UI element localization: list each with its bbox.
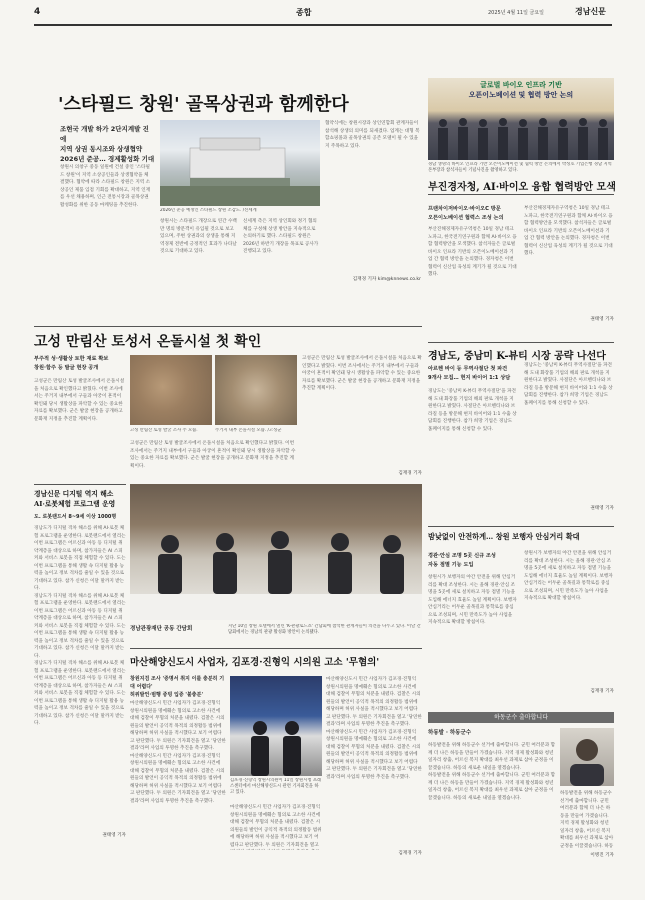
article6-body-col1: 창원시가 보행자의 야간 안전을 위해 안심거리를 확대 조성한다. 시는 올해 경관·안심 조명을 5곳에 새로 설치하고 자동 점멸 기능을 도입해 에너지 효율도 높일 계획이다. 보행자 안심거리는 어두운 골목길과 통학로를 중심으로 조성되며, 시민 만족도가 높아 사업을 지속적으로 확대할 방침이다. — [428, 575, 517, 625]
divider — [130, 648, 422, 649]
headline-bio-cooperation: 부진경자청, AI·바이오 융합 협력방안 모색 — [428, 182, 616, 193]
article2-byline: 김재경 기자 — [398, 471, 422, 476]
divider — [428, 526, 614, 527]
bio-photo-caption: 경남 생명의 바이오 인프라 기반 오픈이노베이션 및 협력 방안 논의에서 박성호 기업은행 경남 지역본부장과 참석자들이 기념사진을 촬영하고 있다. — [428, 162, 612, 173]
sidebar1-body: 부산진해경제자유구역청은 10일 경남 테크노파크, 한국전기연구원과 함께 AI·바이오 융합 협력방안을 모색했다. 참석자들은 글로벌 바이오 인프라 기반의 오픈이노베이션과 기업 간 협력 방안을 논의했다. 경자청은 이번 협력이 신산업 육성의 계기가 될 것으로 기대했다. — [428, 227, 517, 277]
article1-byline: 김재경 기자 kim@knnews.co.kr — [352, 277, 421, 282]
press-photo-caption: 김포경·진형익 창원시의원이 11일 창원시청 프레스센터에서 마산해양신도시 관련 기자회견을 하고 있다. — [230, 778, 322, 795]
divider — [34, 484, 126, 485]
column-box-title: 하동군수 출마합니다 — [428, 712, 614, 723]
article1-body-col4: 협약식에는 창원시장과 상인연합회 관계자들이 참석해 상생의 의미를 되새겼다. 업계는 대형 복합쇼핑몰과 골목상권의 공존 모델이 될 수 있을지 주목하고 있다. — [325, 121, 420, 149]
excavation-photo-1 — [130, 355, 212, 425]
article3-body-col2: 경남도는 '중남미 K-뷰티 무역사절단'을 파견해 도내 화장품 기업의 해외 판로 개척을 지원한다고 밝혔다. 사절단은 아르헨티나와 브라질 등을 방문해 현지 바이어와 1:1 수출 상담회를 진행한다. 참가 희망 기업은 경남도 홈페이지를 통해 신청할 수 있다. — [524, 363, 613, 406]
group-silhouettes — [428, 78, 614, 160]
excavation-caption-1: 고성 만림산 토성 발굴 조사 주 모습. — [130, 428, 198, 433]
columnist-portrait — [560, 728, 614, 786]
article2-body-col2: 고성군은 만림산 토성 발굴조사에서 온돌시설을 처음으로 확인했다고 밝혔다. 이번 조사에서는 주거지 내부에서 구들과 아궁이 흔적이 확인돼 당시 생활상을 파악할 수 있는 중요한 자료를 확보했다. 군은 발굴 현장을 공개하고 문화재 지정을 추진할 계획이다. — [130, 441, 296, 469]
article7-body-col3: 마산해양신도시 민간 사업자가 김포경·진형익 창원시의원을 명예훼손 혐의로 고소한 사건에 대해 검찰이 무혐의 처분을 내렸다. 검찰은 시의원들의 발언이 공익적 목적의 의정활동 범위에 해당하며 허위 사실을 적시했다고 보기 어렵다고 판단했다. 두 의원은 기자회견을 열고 '당연한 결과'라며 사업의 투명한 추진을 촉구했다. 마산해양신도시 민간 사업자가 김포경·진형익 창원시의원을 명예훼손 혐의로 고소한 사건에 대해 검찰이 무혐의 처분을 내렸다. 검찰은 시의원들의 발언이 공익적 목적의 의정활동 범위에 해당하며 허위 사실을 적시했다고 보기 어렵다고 판단했다. 두 의원은 기자회견을 열고 '당연한 결과'라며 사업의 투명한 추진을 촉구했다. — [326, 677, 422, 780]
article1-subheads: 조현국 개발 하가 2단지계발 진에 지역 상권 동시조와 상생협약 2026년 준공… 경제활성화 기대 — [60, 125, 155, 163]
article2-body-col3: 고성군은 만림산 토성 발굴조사에서 온돌시설을 처음으로 확인했다고 밝혔다. 이번 조사에서는 주거지 내부에서 구들과 아궁이 흔적이 확인돼 당시 생활상을 파악할 수 있는 중요한 자료를 확보했다. 군은 발굴 현장을 공개하고 문화재 지정을 추진할 계획이다. — [302, 356, 422, 391]
article1-body-col3: 신세계 측은 지역 상인회와 정기 협의체를 구성해 상생 방안을 지속적으로 논의하기로 했다. 스타필드 창원은 2026년 하반기 개장을 목표로 공사가 진행되고 있다. — [243, 219, 319, 254]
section-name: 종합 — [296, 8, 312, 17]
headline-goseong: 고성 만림산 토성서 온돌시설 첫 확인 — [34, 334, 262, 350]
article6-subheads: 경관·안심 조명 5곳 신규 조성 자동 점멸 기능 도입 — [428, 553, 496, 568]
column-headline: 하동발 · 하동군수 — [428, 730, 472, 736]
sidebar1-body-col2: 부산진해경제자유구역청은 10일 경남 테크노파크, 한국전기연구원과 함께 AI·바이오 융합 협력방안을 모색했다. 참석자들은 글로벌 바이오 인프라 기반의 오픈이노베이션과 기업 간 협력 방안을 논의했다. 경자청은 이번 협력이 신산업 육성의 계기가 될 것으로 기대했다. — [524, 206, 613, 256]
dateline: 2025년 4월 11일 금요일 — [488, 10, 545, 16]
meeting-photo — [130, 484, 422, 620]
article7-body-col2: 마산해양신도시 민간 사업자가 김포경·진형익 창원시의원을 명예훼손 혐의로 고소한 사건에 대해 검찰이 무혐의 처분을 내렸다. 검찰은 시의원들의 발언이 공익적 목적의 의정활동 범위에 해당하며 허위 사실을 적시했다고 보기 어렵다고 판단했다. 두 의원은 기자회견을 열고 — [230, 805, 322, 848]
starfield-rendering-photo — [160, 120, 320, 206]
meeting-photo-caption: 지난 10일 창원 호텔에서 열린 'K-관광로드쇼' 간담회에 참석한 관계자들이 의견을 나누고 있다. 이날 간담회에서는 경남의 관광 활성화 방안이 논의됐다. — [228, 624, 421, 635]
article6-body-col2: 창원시가 보행자의 야간 안전을 위해 안심거리를 확대 조성한다. 시는 올해 경관·안심 조명을 5곳에 새로 설치하고 자동 점멸 기능을 도입해 에너지 효율도 높일 계획이다. 보행자 안심거리는 어두운 골목길과 통학로를 중심으로 조성되며, 시민 만족도가 높아 사업을 지속적으로 확대할 방침이다. — [524, 551, 613, 601]
speakers — [230, 676, 322, 776]
portrait-figure — [560, 728, 614, 786]
press-conference-photo — [230, 676, 322, 776]
article1-body-col2: 창원시는 스타필드 개장으로 연간 수백만 명의 방문객이 유입될 것으로 보고 있으며, 주변 상권과의 상생을 통해 지역경제 전반에 긍정적인 효과가 나타날 것으로 기대하고 있다. — [160, 219, 237, 254]
article7-byline: 김재경 기자 — [398, 851, 422, 856]
bio-conference-photo: 글로벌 바이오 인프라 기반 오픈이노베이션 및 협력 방안 논의 — [428, 78, 614, 160]
sidebar1-subheads: 프랜차이저바이오·바이오C 방문 오픈이노베이션 협력스 조성 논의 — [428, 206, 504, 221]
article4-body: 경남도가 디지털 격차 해소를 위해 AI·로봇 체험 프로그램을 운영한다. 로봇랜드에서 열리는 이번 프로그램은 어르신과 아동 등 디지털 취약계층을 대상으로 하며, 참가자들은 AI 스피커와 서비스 로봇을 직접 체험할 수 있다. 도는 이번 프로그램을 통해 생활 속 디지털 활용 능력을 높이고 정보 격차를 줄일 수 있을 것으로 기대하고 있다. 참가 신청은 이달 말까지 받는다. 경남도가 디지털 격차 해소를 위해 AI·로봇 체험 프로그램을 운영한다. 로봇랜드에서 열리는 이번 프로그램은 어르신과 아동 등 디지털 취약계층을 대상으로 하며, 참가자들은 AI 스피커와 서비스 로봇을 직접 체험할 수 있다. 도는 이번 프로그램을 통해 생활 속 디지털 활용 능력을 높이고 정보 격차를 줄일 수 있을 것으로 기대하고 있다. 참가 신청은 이달 말까지 받는다. 경남도가 디지털 격차 해소를 위해 AI·로봇 체험 프로그램을 운영한다. 로봇랜드에서 열리는 이번 프로그램은 어르신과 아동 등 디지털 취약계층을 대상으로 하며, 참가자들은 AI 스피커와 서비스 로봇을 직접 체험할 수 있다. 도는 이번 프로그램을 통해 생활 속 디지털 활용 능력을 높이고 정보 격차를 줄일 수 있을 것으로 기대하고 있다. 참가 신청은 이달 말까지 받는다. — [34, 526, 126, 726]
excavation-photo-2 — [215, 355, 297, 425]
meeting-photo-label: 경남관광재단 공동 간담회 — [130, 626, 193, 632]
headline-safe-street: 밤낮없이 안전하게… 창원 보행자 안심거리 확대 — [428, 532, 580, 541]
divider — [428, 194, 614, 195]
headline-starfield: '스타필드 창원' 골목상권과 함께한다 — [58, 94, 349, 115]
divider — [428, 342, 614, 343]
newspaper-name: 경남신문 — [575, 7, 606, 16]
article2-body-col1: 고성군은 만림산 토성 발굴조사에서 온돌시설을 처음으로 확인했다고 밝혔다. 이번 조사에서는 주거지 내부에서 구들과 아궁이 흔적이 확인돼 당시 생활상을 파악할 수 있는 중요한 자료를 확보했다. 군은 발굴 현장을 공개하고 문화재 지정을 추진할 계획이다. — [34, 379, 125, 422]
article2-subheads: 부주적 성·생활상 토한 재료 확보 창원·함주 등 발굴 현장 공개 — [34, 356, 109, 371]
headline-masan-waterfront: 마산해양신도시 사업자, 김포경·진형익 시의원 고소 '무혐의' — [130, 657, 380, 668]
article4-subhead: 도. 로봇랜드서 8~9세 이상 1000명 — [34, 514, 117, 520]
divider — [34, 326, 422, 327]
headline-digital-gap: 경남신문 디지털 역지 해소 AI·로봇체험 프로그램 운영 — [34, 490, 116, 508]
column-body-col2: 하동발전을 위해 하동군수 선거에 출마합니다. 군민 여러분과 함께 더 나은 하동을 만들어 가겠습니다. 지역 경제 활성화와 청년 일자리 창출, 어르신 복지 확대를 최우선 과제로 삼아 군정을 이끌겠습니다. 하동 — [560, 791, 614, 849]
column-byline: 이병진 기자 — [590, 853, 614, 858]
article3-subheads: 아르헨 바이 등 무역사절단 첫 파견 9개사 모집… 현지 바이어 1:1 상담 — [428, 366, 511, 381]
article4-byline: 권태영 기자 — [102, 833, 126, 838]
building-illustration — [160, 120, 320, 206]
meeting-figures — [130, 484, 422, 620]
sidebar1-byline: 권태영 기자 — [590, 317, 614, 322]
headline-kbeauty: 경남도, 중남미 K-뷰티 시장 공략 나선다 — [428, 351, 606, 362]
article3-byline: 권태영 기자 — [590, 506, 614, 511]
column-body-col1: 하동발전을 위해 하동군수 선거에 출마합니다. 군민 여러분과 함께 더 나은 하동을 만들어 가겠습니다. 지역 경제 활성화와 청년 일자리 창출, 어르신 복지 확대를 최우선 과제로 삼아 군정을 이끌겠습니다. 하동의 새로운 내일을 열겠습니다. 하동발전을 위해 하동군수 선거에 출마합니다. 군민 여러분과 함께 더 나은 하동을 만들어 가겠습니다. 지역 경제 활성화와 청년 일자리 창출, 어르신 복지 확대를 최우선 과제로 삼아 군정을 이끌겠습니다. 하동의 새로운 내일을 열겠습니다. — [428, 743, 556, 801]
excavation-caption-2: 주거지 내부 온돌시설 모습. /고성군 — [215, 428, 282, 433]
starfield-photo-caption: 2026년 준공 예정인 스타필드 창원 조감도. /신세계 — [160, 208, 257, 213]
article7-subheads: 창원지검 조사 '증명서 취지 이를 충분히 기대 어렵다' 허위발언·범행 증빙 입증 '불충분' — [130, 676, 225, 698]
article7-body-col1: 마산해양신도시 민간 사업자가 김포경·진형익 창원시의원을 명예훼손 혐의로 고소한 사건에 대해 검찰이 무혐의 처분을 내렸다. 검찰은 시의원들의 발언이 공익적 목적의 의정활동 범위에 해당하며 허위 사실을 적시했다고 보기 어렵다고 판단했다. 두 의원은 기자회견을 열고 '당연한 결과'라며 사업의 투명한 추진을 촉구했다. 마산해양신도시 민간 사업자가 김포경·진형익 창원시의원을 명예훼손 혐의로 고소한 사건에 대해 검찰이 무혐의 처분을 내렸다. 검찰은 시의원들의 발언이 공익적 목적의 의정활동 범위에 해당하며 허위 사실을 적시했다고 보기 어렵다고 판단했다. 두 의원은 기자회견을 열고 '당연한 결과'라며 사업의 투명한 추진을 촉구했다. — [130, 701, 226, 804]
article3-body-col1: 경남도는 '중남미 K-뷰티 무역사절단'을 파견해 도내 화장품 기업의 해외 판로 개척을 지원한다고 밝혔다. 사절단은 아르헨티나와 브라질 등을 방문해 현지 바이어와 1:1 수출 상담회를 진행한다. 참가 희망 기업은 경남도 홈페이지를 통해 신청할 수 있다. — [428, 389, 517, 432]
page-number: 4 — [34, 7, 41, 17]
article1-body-col1: 창원시 의창구 중동 일원에 건설 중인 '스타필드 창원'이 지역 소상공인들과 상생협약을 체결했다. 협약에 따라 스타필드 창원은 지역 소상공인 제품 입점 기회를 확대하고, 지역 인재를 우선 채용하며, 인근 전통시장과 골목상권 활성화를 위한 공동 마케팅을 추진한다. — [60, 165, 151, 208]
article6-byline: 김재경 기자 — [590, 689, 614, 694]
